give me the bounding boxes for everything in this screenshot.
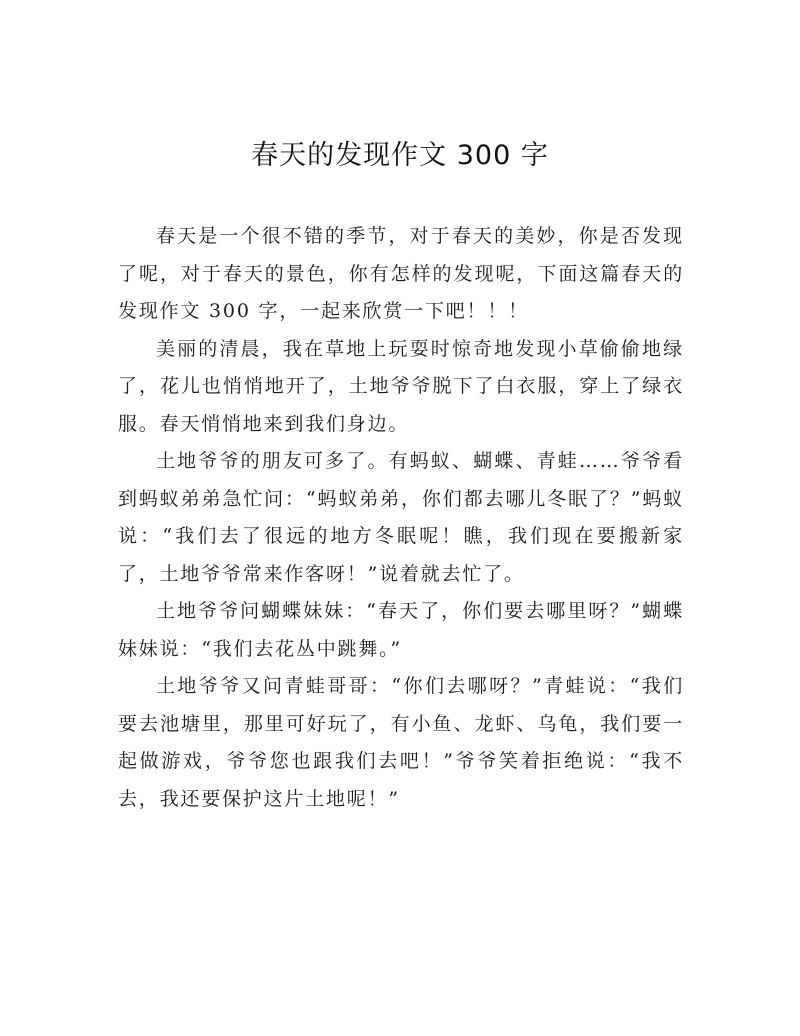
paragraph-butterflies: 土地爷爷问蝴蝶妹妹：“春天了，你们要去哪里呀？”蝴蝶妹妹说：“我们去花丛中跳舞。” bbox=[118, 600, 684, 660]
paragraph-ants: 土地爷爷的朋友可多了。有蚂蚁、蝴蝶、青蛙……爷爷看到蚂蚁弟弟急忙问：“蚂蚁弟弟，你们都去哪儿冬眠了？”蚂蚁说：“我们去了很远的地方冬眠呢！瞧，我们现在要搬新家了，土地爷爷常来作客呀！”说着就去忙了。 bbox=[118, 450, 684, 585]
paragraph-frogs: 土地爷爷又问青蛙哥哥：“你们去哪呀？”青蛙说：“我们要去池塘里，那里可好玩了，有小鱼、龙虾、乌龟，我们要一起做游戏，爷爷您也跟我们去吧！”爷爷笑着拒绝说：“我不去，我还要保护这片土地呢！” bbox=[118, 675, 684, 810]
paragraph-morning: 美丽的清晨，我在草地上玩耍时惊奇地发现小草偷偷地绿了，花儿也悄悄地开了，土地爷爷脱下了白衣服，穿上了绿衣服。春天悄悄地来到我们身边。 bbox=[118, 337, 684, 435]
paragraph-intro: 春天是一个很不错的季节，对于春天的美妙，你是否发现了呢，对于春天的景色，你有怎样的发现呢，下面这篇春天的发现作文 300 字，一起来欣赏一下吧！！！ bbox=[118, 225, 684, 322]
document-body bbox=[118, 218, 684, 818]
document-title: 春天的发现作文 300 字 bbox=[251, 140, 549, 171]
